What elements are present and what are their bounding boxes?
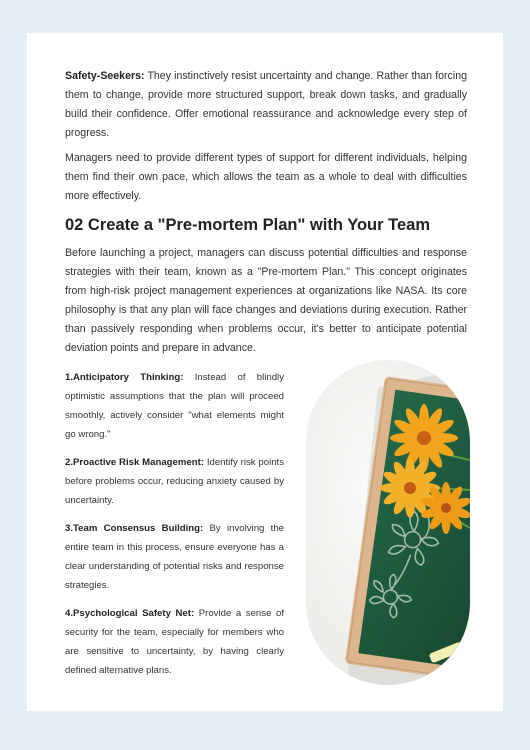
list-item-label: 1.Anticipatory Thinking: xyxy=(65,372,184,383)
list-item-label: 2.Proactive Risk Management: xyxy=(65,457,204,468)
safety-seekers-text: They instinctively resist uncertainty and change. Rather than forcing them to change, provide more structured support, break down tasks, and gradually build their confidence. Offer emotional reassurance and acknowledge every step of progress. xyxy=(65,70,467,139)
section-heading: 02 Create a "Pre-mortem Plan" with Your Team xyxy=(65,216,431,234)
managers-paragraph: Managers need to provide different types of support for different individuals, helping them find their own pace, which allows the team as a whole to deal with difficulties more effectively. xyxy=(65,152,467,202)
list-item xyxy=(65,519,284,595)
list-item xyxy=(65,453,284,510)
section-body: Before launching a project, managers can discuss potential difficulties and response strategies with their team, known as a "Pre-mortem Plan." This concept originates from high-risk project management experiences at organizations like NASA. Its core philosophy is that any plan will face changes and deviations during execution. Rather than passively responding when problems occur, it's better to anticipate potential deviation points and prepare in advance. xyxy=(65,247,467,354)
list-item-text: By involving the entire team in this process, ensure everyone has a clear understanding of potential risks and response strategies. xyxy=(65,523,284,591)
list-item-text: Provide a sense of security for the team, especially for members who are sensitive to uncertainty, by having clearly defined alternative plans. xyxy=(65,608,284,676)
benefits-list xyxy=(65,368,284,680)
list-item xyxy=(65,368,284,444)
list-item-text: Identify risk points before problems occur, reducing anxiety caused by uncertainty. xyxy=(65,457,284,506)
list-item-text: Instead of blindly optimistic assumptions that the plan will proceed smoothly, actively consider "what elements might go wrong." xyxy=(65,372,284,440)
list-item xyxy=(65,604,284,680)
chalkboard-flowers-photo xyxy=(306,360,470,685)
list-item-label: 4.Psychological Safety Net: xyxy=(65,608,195,619)
list-item-label: 3.Team Consensus Building: xyxy=(65,523,204,534)
document-page xyxy=(27,33,503,711)
safety-seekers-label: Safety-Seekers: xyxy=(65,70,145,82)
safety-seekers-paragraph xyxy=(65,67,467,143)
